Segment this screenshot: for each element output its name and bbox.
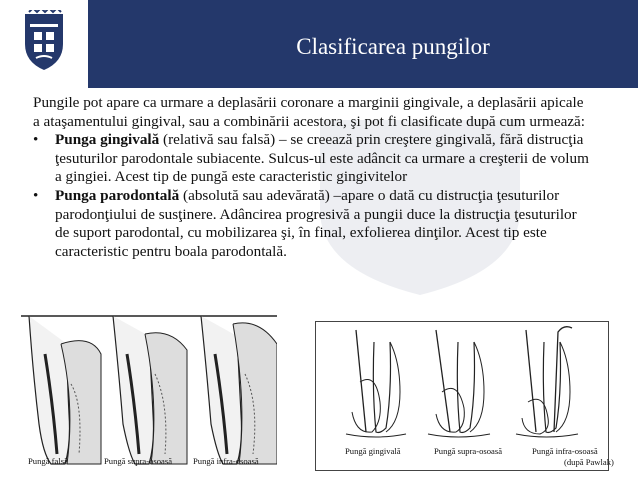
figure-credit: (după Pawlak) [564, 457, 614, 467]
caption-suprabony-pocket: Pungă supra-osoasă [104, 456, 173, 466]
tooth-illustration-left [21, 314, 277, 472]
tooth-false-pocket [29, 316, 101, 464]
bullet-text: (relativă sau falsă) – se creează prin creştere gingivală, fără distrucţia ţesuturilor parodontale subiacente. Sulcus-ul este adâncit ca urmare a creşterii de volum a gingiei. Acest tip de pungă este caracteristic gingivitelor [55, 131, 589, 186]
diagram-suprabony-pocket [428, 330, 490, 437]
bullet-term: Punga gingivală [55, 131, 160, 149]
bullet-text: (absolută sau adevărată) –apare o dată cu distrucţia ţesuturilor parodonţiului de susţinere. Adâncirea progresivă a pungii duce la distrucţia ţesuturilor de suport parodontal, cu mobilizarea şi, în final, exfolierea dinţilor. Acest tip este caracteristic pentru boala parodontală. [55, 186, 577, 260]
tooth-suprabony-pocket [113, 316, 187, 464]
slide-content [33, 94, 593, 261]
caption-suprabony-pocket-right: Pungă supra-osoasă [434, 446, 503, 456]
slide-title: Clasificarea pungilor [296, 34, 490, 59]
caption-false-pocket: Pungă falsă [28, 456, 68, 466]
crest-icon [21, 10, 67, 76]
university-logo [0, 0, 88, 88]
bullet-list [33, 131, 593, 261]
caption-infrabony-pocket: Pungă infra-osoasă [193, 456, 259, 466]
bullet-item-periodontal-pocket [33, 187, 593, 261]
bullet-item-gingival-pocket [33, 131, 593, 187]
bullet-term: Punga parodontală [55, 186, 180, 204]
slide-header [0, 0, 638, 88]
diagram-gingival-pocket [346, 330, 406, 437]
bullet-marker: • [33, 131, 39, 149]
caption-gingival-pocket: Pungă gingivală [345, 446, 401, 456]
tooth-infrabony-pocket [201, 316, 277, 464]
figure-left [21, 314, 277, 472]
intro-paragraph: Pungile pot apare ca urmare a deplasării coronare a marginii gingivale, a deplasării apicale a ataşamentului gingival, sau a combinării acestora, şi pot fi clasificate după cum urmează: [33, 94, 586, 130]
caption-infrabony-pocket-right: Pungă infra-osoasă [532, 446, 598, 456]
bullet-marker: • [33, 186, 39, 204]
diagram-infrabony-pocket [516, 327, 578, 437]
